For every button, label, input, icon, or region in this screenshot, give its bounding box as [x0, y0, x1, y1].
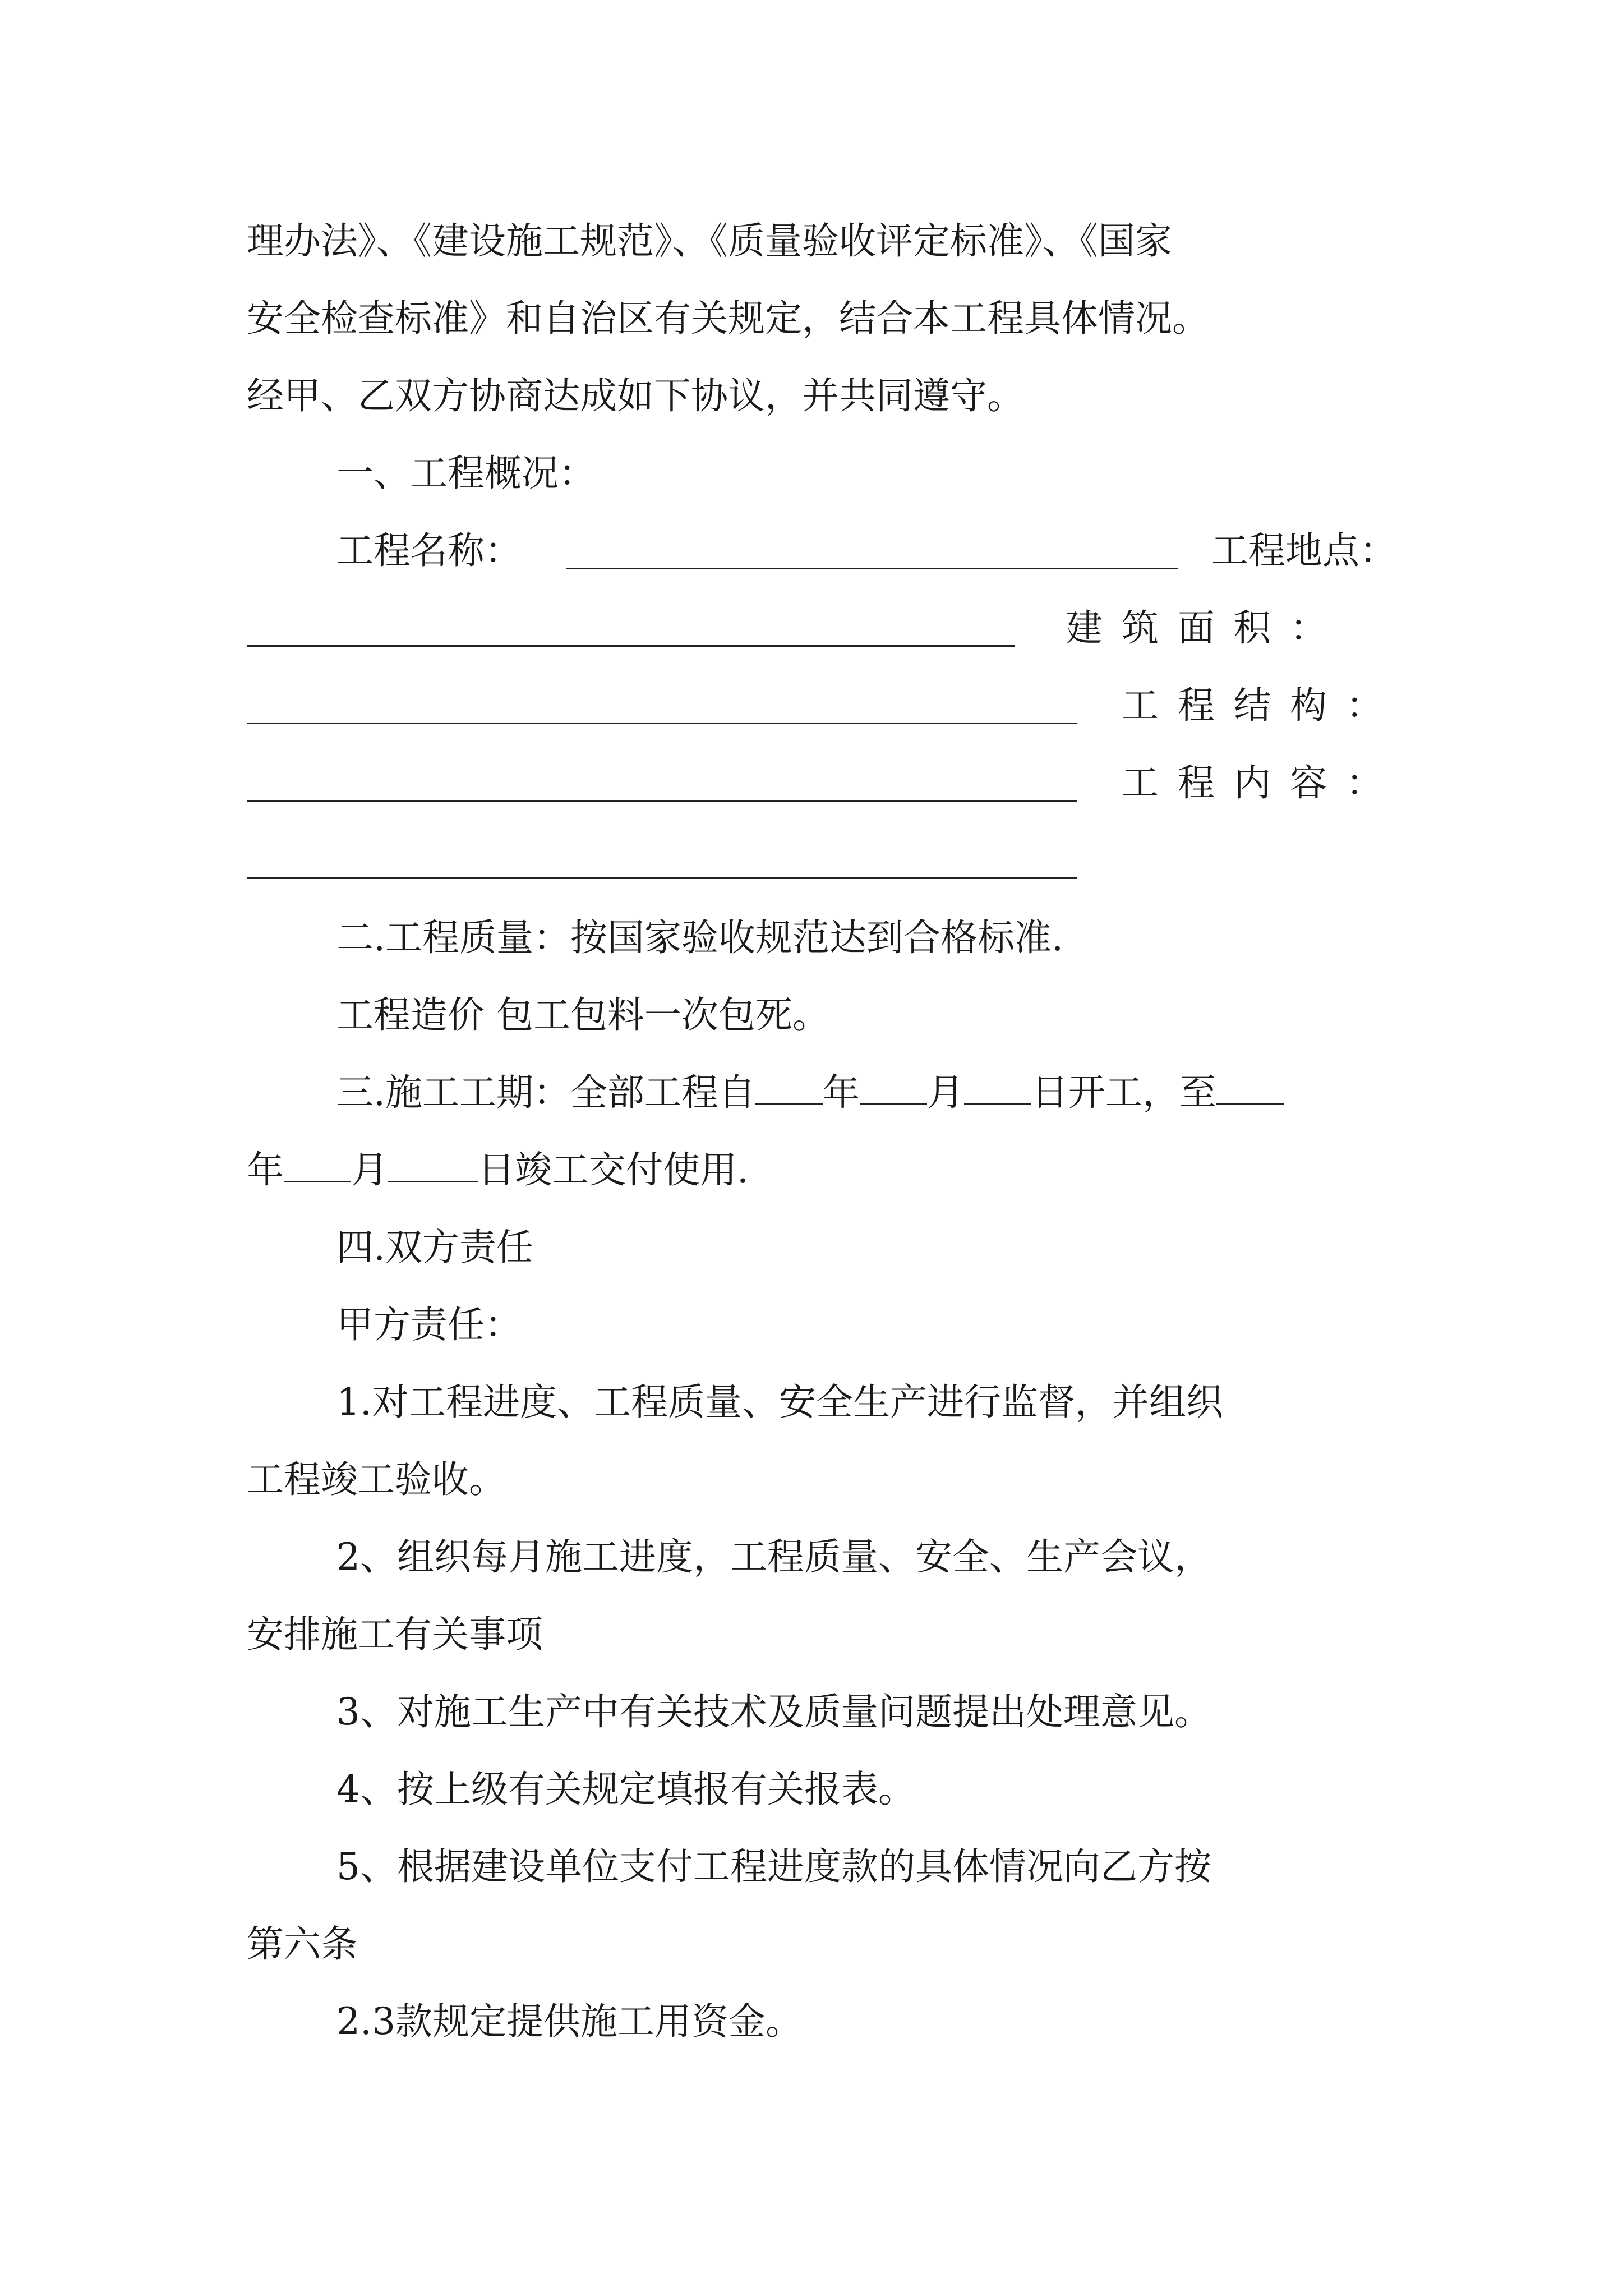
intro-line-2: 安全检查标准》和自治区有关规定，结合本工程具体情况。 [247, 297, 1209, 340]
item5-line-3: 2.3款规定提供施工用资金。 [336, 2000, 803, 2043]
start-year-label: 年 [822, 1071, 860, 1114]
section4-heading: 四.双方责任 [336, 1226, 533, 1269]
party-a-heading: 甲方责任： [336, 1303, 522, 1346]
building-area-field[interactable] [247, 723, 1077, 724]
end-month-label: 月 [351, 1148, 388, 1191]
price-clause: 工程造价 包工包料一次包死。 [336, 993, 829, 1037]
project-structure-label: 工程结构： [1122, 684, 1402, 727]
project-name-label: 工程名称： [336, 529, 522, 572]
item5-line-1: 5、根据建设单位支付工程进度款的具体情况向乙方按 [336, 1845, 1211, 1888]
end-day-label: 日竣工交付使用. [478, 1148, 749, 1191]
project-location-field[interactable] [247, 645, 1015, 647]
end-year-label: 年 [247, 1148, 284, 1191]
item3: 3、对施工生产中有关技术及质量问题提出处理意见。 [336, 1690, 1211, 1733]
item2-line-1: 2、组织每月施工进度，工程质量、安全、生产会议， [336, 1535, 1211, 1579]
schedule-line-1 [336, 1070, 1284, 1115]
end-year-field[interactable] [1216, 1071, 1284, 1105]
start-year-field[interactable] [755, 1071, 823, 1105]
schedule-prefix: 三.施工工期：全部工程自 [336, 1071, 755, 1114]
item1-line-1: 1.对工程进度、工程质量、安全生产进行监督，并组织 [336, 1381, 1223, 1424]
schedule-line-2 [247, 1148, 749, 1193]
project-content-field[interactable] [247, 877, 1077, 879]
project-location-label: 工程地点： [1211, 529, 1396, 572]
start-month-label: 月 [926, 1071, 964, 1114]
start-day-field[interactable] [964, 1071, 1031, 1105]
project-structure-field[interactable] [247, 800, 1077, 802]
end-day-field[interactable] [388, 1148, 478, 1182]
start-month-field[interactable] [860, 1071, 927, 1105]
start-day-label: 日开工，至 [1031, 1071, 1216, 1114]
intro-line-1: 理办法》、《建设施工规范》、《质量验收评定标准》、《国家 [247, 219, 1172, 263]
project-content-label: 工程内容： [1122, 761, 1402, 804]
intro-line-3: 经甲、乙双方协商达成如下协议，并共同遵守。 [247, 374, 1024, 417]
project-name-field[interactable] [566, 568, 1178, 569]
section1-heading: 一、工程概况： [336, 452, 596, 495]
item4: 4、按上级有关规定填报有关报表。 [336, 1768, 915, 1811]
item1-line-2: 工程竣工验收。 [247, 1458, 506, 1501]
item5-line-2: 第六条 [247, 1922, 358, 1966]
end-month-field[interactable] [284, 1148, 351, 1182]
quality-clause: 二.工程质量：按国家验收规范达到合格标准. [336, 916, 1063, 959]
building-area-label: 建筑面积： [1066, 606, 1346, 650]
item2-line-2: 安排施工有关事项 [247, 1613, 543, 1656]
